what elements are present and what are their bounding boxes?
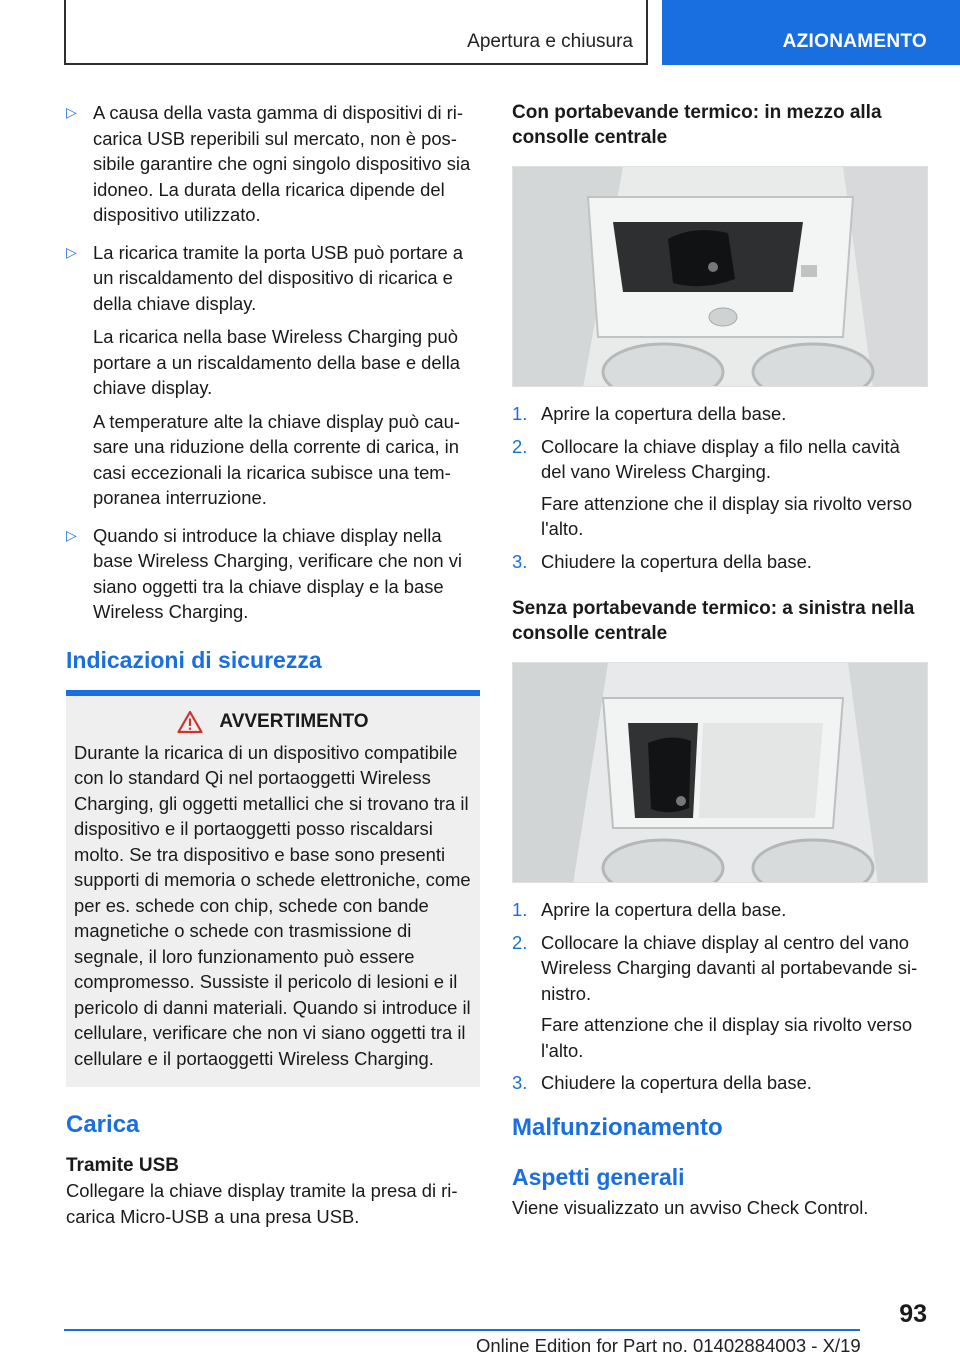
triangle-bullet-icon: ▷ [66, 243, 77, 260]
header-section-tab [64, 0, 648, 65]
list-item: 3. Chiudere la copertura della base. [512, 550, 812, 572]
charge-heading: Carica [66, 1111, 140, 1138]
header-chapter-title: AZIONAMENTO [782, 31, 927, 52]
list-item: ▷ La ricarica tramite la porta USB può portare a un riscaldamento del dispositivo di ricarica e della chiave display. La ricarica nella base Wireless Charging può portare a un riscaldamento della base e della chiave display. A temperature alte la chiave display può causare una riduzione della corrente di carica, in casi eccezionali la ricarica subisce una temporanea interruzione. [66, 241, 464, 508]
triangle-bullet-icon: ▷ [66, 104, 77, 120]
usb-heading: Tramite USB [66, 1155, 179, 1176]
notes-bullet-list [66, 100, 480, 625]
page-number: 93 [899, 1300, 927, 1328]
header-chapter-tab [662, 0, 960, 65]
footer-edition: Online Edition for Part no. 01402884003 - X/19 [476, 1335, 861, 1356]
warning-text: Durante la ricarica di un dispositivo compatibile con lo standard Qi nel portaoggetti Wireless Charging, gli oggetti metallici che si trovano tra il dispositivo e il portaoggetti posso riscaldarsi molto. Se tra dispositivo e base sono presenti supporti di memoria o schede elettroniche, come per es. schede con chip, schede con bande magnetiche o schede con trasmissione di segnale, il loro funzionamento può essere compromesso. Sussiste il pericolo di lesioni e il pericolo di danni materiali. Quando si introduce il cellulare, verificare che non vi siano oggetti tra il cellulare e il portaoggetti Wireless Charging. [74, 741, 471, 1069]
console-photo-thermal [512, 166, 928, 387]
left-holder-steps-list [512, 897, 928, 1096]
warning-box [66, 696, 480, 1088]
list-item: 2. Collocare la chiave display al centro del vano Wireless Charging davanti al portabevande sinistro. Fare attenzione che il display sia rivolto verso l'alto. [512, 931, 918, 1061]
header-section-title: Apertura e chiusura [467, 31, 633, 52]
safety-heading: Indicazioni di sicurezza [66, 646, 322, 673]
list-item: ▷ A causa della vasta gamma di dispositivi di ricarica USB reperibili sul mercato, non è possibile garantire che ogni singolo dispositivo sia idoneo. La durata della ricarica dipende del dispositivo utilizzato. [66, 102, 471, 225]
thermal-steps-list [512, 401, 928, 574]
general-heading: Aspetti generali [512, 1163, 685, 1190]
triangle-bullet-icon: ▷ [66, 526, 77, 543]
thermal-holder-heading: Con portabevande termico: in mezzo alla consolle centrale [512, 102, 882, 148]
usb-text: Collegare la chiave display tramite la presa di ricarica Micro-USB a una presa USB. [66, 1180, 458, 1227]
list-item: 3. Chiudere la copertura della base. [512, 1072, 812, 1093]
general-text: Viene visualizzato un avviso Check Control. [512, 1196, 869, 1218]
footer-divider [64, 1329, 860, 1331]
right-column [512, 100, 928, 1220]
list-item: 2. Collocare la chiave display a filo nella cavità del vano Wireless Charging. Fare attenzione che il display sia rivolto verso l'alto. [512, 435, 913, 539]
malfunction-heading: Malfunzionamento [512, 1113, 723, 1141]
list-item: ▷ Quando si introduce la chiave display nella base Wireless Charging, verificare che non vi siano oggetti tra la chiave display e la base Wireless Charging. [66, 524, 462, 622]
left-column [66, 100, 480, 1229]
no-thermal-holder-heading: Senza portabevande termico: a sinistra nella consolle centrale [512, 598, 915, 644]
console-photo-left [512, 662, 928, 883]
warning-triangle-icon [177, 710, 203, 734]
list-item: 1. Aprire la copertura della base. [512, 899, 787, 920]
warning-title: AVVERTIMENTO [219, 710, 369, 732]
list-item: 1. Aprire la copertura della base. [512, 403, 787, 424]
